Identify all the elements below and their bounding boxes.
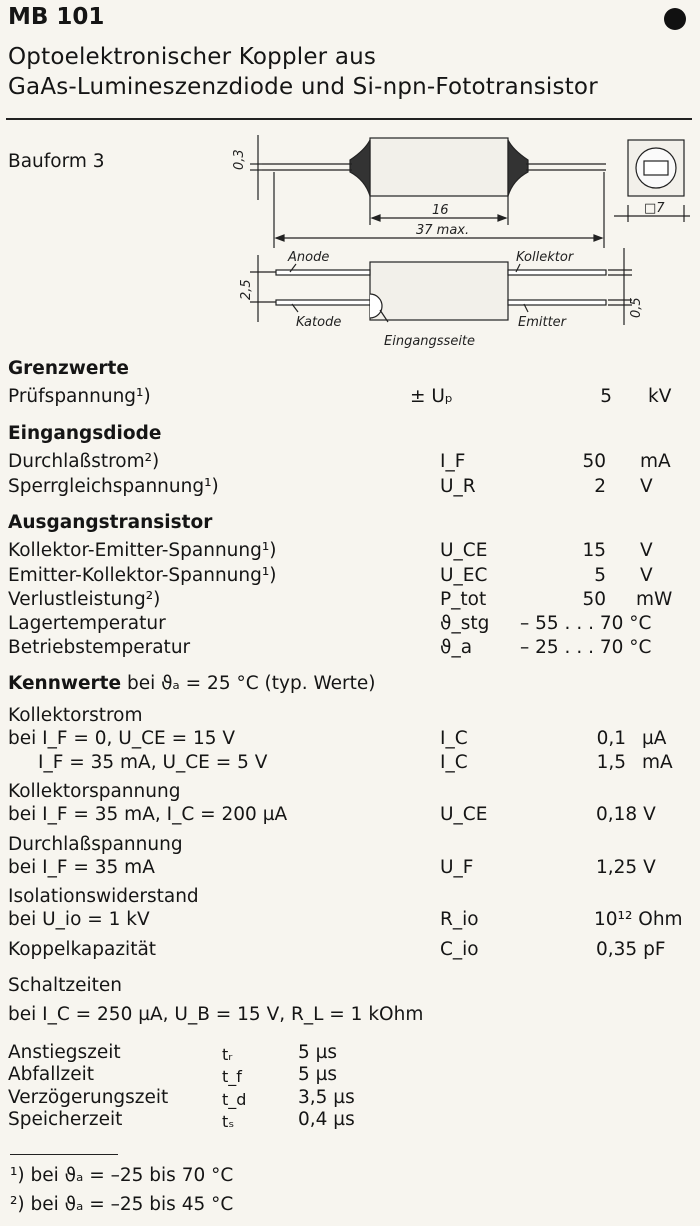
label-isolationswiderstand: Isolationswiderstand — [8, 886, 199, 907]
param-pruefspannung: Prüfspannung¹) — [8, 386, 151, 407]
symbol-tstg: ϑ_stg — [440, 613, 490, 634]
value-up: 5 — [600, 386, 612, 407]
dim-2-5: 2,5 — [239, 279, 254, 300]
symbol-tr: tᵣ — [222, 1045, 233, 1064]
unit-up: kV — [648, 386, 672, 407]
value-kollektorspannung: 0,18 V — [596, 804, 656, 825]
value-ptot: 50 — [582, 589, 606, 610]
body-side-view — [370, 138, 508, 196]
symbol-uce: U_CE — [440, 540, 488, 561]
subtitle-line-2: GaAs-Lumineszenzdiode und Si-npn-Fototransistor — [8, 74, 598, 100]
symbol-ic-1: I_C — [440, 728, 468, 749]
heading-kennwerte-condition: bei ϑₐ = 25 °C (typ. Werte) — [126, 673, 376, 694]
symbol-kollektorspannung: U_CE — [440, 804, 488, 825]
value-koppelkapazitaet: 0,35 pF — [596, 939, 666, 960]
heading-schaltzeiten: Schaltzeiten — [8, 975, 122, 996]
heading-kennwerte: Kennwerte — [8, 673, 122, 694]
label-kollektor: Kollektor — [516, 250, 574, 265]
bullet-dot-icon — [664, 8, 686, 30]
unit-ic-1: µA — [642, 728, 667, 749]
page-title: MB 101 — [8, 4, 105, 30]
heading-grenzwerte: Grenzwerte — [8, 358, 129, 379]
param-uce: Kollektor-Emitter-Spannung¹) — [8, 540, 277, 561]
value-ic-1: 0,1 — [596, 728, 626, 749]
cond-ic-2: I_F = 35 mA, U_CE = 5 V — [38, 752, 268, 773]
value-tr: 5 µs — [298, 1042, 338, 1063]
value-durchlassspannung: 1,25 V — [596, 857, 656, 878]
param-speicherzeit: Speicherzeit — [8, 1109, 123, 1130]
symbol-up: ± Uₚ — [410, 386, 453, 407]
symbol-uec: U_EC — [440, 565, 488, 586]
value-ts: 0,4 µs — [298, 1109, 355, 1130]
param-ptot: Verlustleistung²) — [8, 589, 161, 610]
label-koppelkapazitaet: Koppelkapazität — [8, 939, 157, 960]
param-abfallzeit: Abfallzeit — [8, 1064, 95, 1085]
unit-if: mA — [640, 451, 671, 472]
symbol-ur: U_R — [440, 476, 476, 497]
value-uce: 15 — [582, 540, 606, 561]
dim-37: 37 max. — [416, 223, 470, 238]
package-drawing — [0, 120, 700, 352]
dim-07: □7 — [644, 201, 665, 216]
symbol-ts: tₛ — [222, 1112, 235, 1131]
cond-isolationswiderstand: bei U_io = 1 kV — [8, 909, 150, 930]
dim-0-3: 0,3 — [232, 149, 247, 170]
param-verzoegerungszeit: Verzögerungszeit — [8, 1087, 169, 1108]
value-ur: 2 — [594, 476, 606, 497]
label-eingangsseite: Eingangsseite — [384, 334, 476, 349]
param-sperrgleichspannung: Sperrgleichspannung¹) — [8, 476, 219, 497]
subtitle-line-1: Optoelektronischer Koppler aus — [8, 44, 377, 70]
dim-0-5: 0,5 — [629, 297, 644, 318]
symbol-ic-2: I_C — [440, 752, 468, 773]
cond-schaltzeiten: bei I_C = 250 µA, U_B = 15 V, R_L = 1 kOhm — [8, 1004, 424, 1025]
cond-durchlassspannung: bei I_F = 35 mA — [8, 857, 155, 878]
value-tstg: – 55 . . . 70 °C — [520, 613, 652, 634]
symbol-ta: ϑ_a — [440, 637, 473, 658]
label-durchlassspannung: Durchlaßspannung — [8, 834, 183, 855]
label-kollektorspannung: Kollektorspannung — [8, 781, 181, 802]
unit-ptot: mW — [636, 589, 673, 610]
body-bottom-view — [370, 262, 508, 320]
cond-kollektorspannung: bei I_F = 35 mA, I_C = 200 µA — [8, 804, 288, 825]
form-label: Bauform 3 — [8, 151, 105, 172]
dim-16: 16 — [432, 203, 449, 218]
footnote-1: ¹) bei ϑₐ = –25 bis 70 °C — [10, 1165, 234, 1186]
unit-ur: V — [640, 476, 653, 497]
symbol-isolationswiderstand: R_io — [440, 909, 479, 930]
symbol-koppelkapazitaet: C_io — [440, 939, 479, 960]
value-ic-2: 1,5 — [596, 752, 626, 773]
symbol-ptot: P_tot — [440, 589, 487, 610]
unit-uce: V — [640, 540, 653, 561]
value-isolationswiderstand: 10¹² Ohm — [594, 909, 683, 930]
heading-eingangsdiode: Eingangsdiode — [8, 423, 162, 444]
symbol-td: t_d — [222, 1090, 247, 1109]
unit-uec: V — [640, 565, 653, 586]
symbol-tf: t_f — [222, 1067, 242, 1086]
label-anode: Anode — [288, 250, 330, 265]
heading-kennwerte-line — [8, 673, 376, 694]
param-anstiegszeit: Anstiegszeit — [8, 1042, 121, 1063]
value-if: 50 — [582, 451, 606, 472]
value-tf: 5 µs — [298, 1064, 338, 1085]
unit-ic-2: mA — [642, 752, 673, 773]
param-lagertemperatur: Lagertemperatur — [8, 613, 166, 634]
value-ta: – 25 . . . 70 °C — [520, 637, 652, 658]
param-betriebstemperatur: Betriebstemperatur — [8, 637, 191, 658]
symbol-if: I_F — [440, 451, 466, 472]
footnote-rule — [10, 1154, 118, 1155]
label-emitter: Emitter — [518, 315, 567, 330]
param-durchlassstrom: Durchlaßstrom²) — [8, 451, 160, 472]
label-kollektorstrom: Kollektorstrom — [8, 705, 143, 726]
symbol-durchlassspannung: U_F — [440, 857, 474, 878]
value-uec: 5 — [594, 565, 606, 586]
param-uec: Emitter-Kollektor-Spannung¹) — [8, 565, 277, 586]
value-td: 3,5 µs — [298, 1087, 355, 1108]
label-katode: Katode — [296, 315, 342, 330]
footnote-2: ²) bei ϑₐ = –25 bis 45 °C — [10, 1194, 234, 1215]
cond-ic-1: bei I_F = 0, U_CE = 15 V — [8, 728, 236, 749]
heading-ausgangstransistor: Ausgangstransistor — [8, 512, 213, 533]
